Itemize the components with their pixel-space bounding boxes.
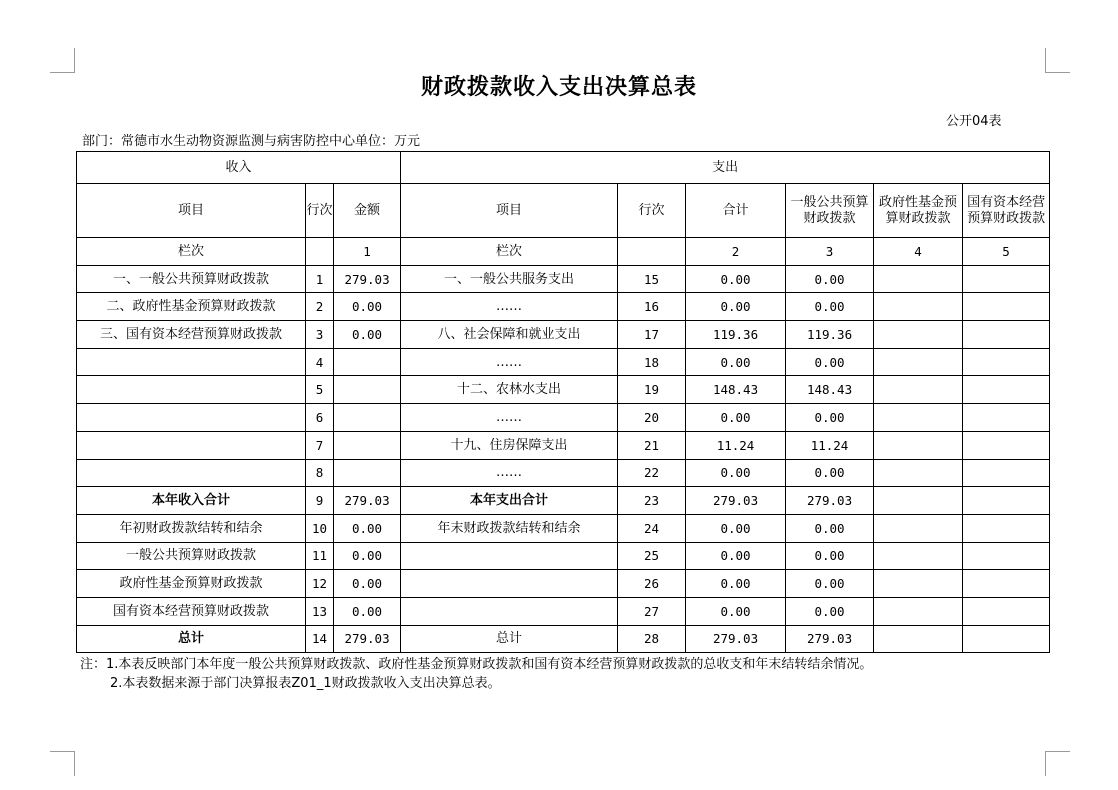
header-row-column-numbers [77, 238, 1050, 266]
income-amount-cell [334, 376, 401, 404]
expense-item-cell: 年末财政拨款结转和结余 [401, 514, 618, 542]
department-unit-line: 部门：常德市水生动物资源监测与病害防控中心单位：万元 [82, 134, 421, 149]
state-capital-cell [963, 376, 1050, 404]
income-amount-cell: 279.03 [334, 265, 401, 293]
income-line-cell: 1 [306, 265, 334, 293]
expense-line-cell: 25 [618, 542, 686, 570]
expense-total-cell: 0.00 [686, 348, 786, 376]
income-item-cell: 二、政府性基金预算财政拨款 [77, 293, 306, 321]
expense-line-cell: 27 [618, 597, 686, 625]
expense-item-cell: 十九、住房保障支出 [401, 431, 618, 459]
expense-total-cell: 0.00 [686, 514, 786, 542]
state-capital-cell [963, 348, 1050, 376]
expense-item-cell [401, 597, 618, 625]
fund-budget-cell [874, 597, 963, 625]
expense-line-cell: 19 [618, 376, 686, 404]
expense-total-cell: 279.03 [686, 625, 786, 653]
expense-item-cell: 十二、农林水支出 [401, 376, 618, 404]
table-row [77, 431, 1050, 459]
table-row [77, 404, 1050, 432]
col-fund-budget: 政府性基金预算财政拨款 [874, 184, 963, 238]
fund-budget-cell [874, 570, 963, 598]
income-amount-cell: 0.00 [334, 542, 401, 570]
income-amount-cell [334, 431, 401, 459]
general-budget-cell: 0.00 [786, 597, 874, 625]
expense-line-cell: 16 [618, 293, 686, 321]
table-row [77, 487, 1050, 515]
form-number: 公开04表 [946, 114, 1002, 129]
fund-budget-cell [874, 348, 963, 376]
state-capital-cell [963, 570, 1050, 598]
expense-line-cell: 17 [618, 321, 686, 349]
income-line-cell: 3 [306, 321, 334, 349]
col-number-5: 5 [963, 238, 1050, 266]
income-amount-cell: 0.00 [334, 597, 401, 625]
expense-total-cell: 279.03 [686, 487, 786, 515]
expense-total-cell: 0.00 [686, 404, 786, 432]
state-capital-cell [963, 459, 1050, 487]
general-budget-cell: 0.00 [786, 542, 874, 570]
table-row [77, 542, 1050, 570]
income-line-cell: 9 [306, 487, 334, 515]
income-line-cell: 5 [306, 376, 334, 404]
income-item-cell [77, 404, 306, 432]
general-budget-cell: 279.03 [786, 487, 874, 515]
crop-mark-bottom-left [50, 751, 75, 776]
general-budget-cell: 119.36 [786, 321, 874, 349]
state-capital-cell [963, 404, 1050, 432]
col-state-capital-budget: 国有资本经营预算财政拨款 [963, 184, 1050, 238]
expense-line-cell: 26 [618, 570, 686, 598]
expense-total-cell: 0.00 [686, 293, 786, 321]
row-label-income: 栏次 [77, 238, 306, 266]
income-amount-cell [334, 459, 401, 487]
state-capital-cell [963, 597, 1050, 625]
income-amount-cell: 279.03 [334, 625, 401, 653]
expense-item-cell: …… [401, 459, 618, 487]
fund-budget-cell [874, 542, 963, 570]
income-line-cell: 13 [306, 597, 334, 625]
table-row [77, 321, 1050, 349]
income-amount-cell: 0.00 [334, 570, 401, 598]
income-item-cell: 国有资本经营预算财政拨款 [77, 597, 306, 625]
income-line-cell: 7 [306, 431, 334, 459]
fund-budget-cell [874, 487, 963, 515]
state-capital-cell [963, 625, 1050, 653]
note-line-1: 注：1.本表反映部门本年度一般公共预算财政拨款、政府性基金预算财政拨款和国有资本经营预算财政拨款的总收支和年末结转结余情况。 [80, 657, 873, 672]
expense-total-cell: 148.43 [686, 376, 786, 404]
table-row [77, 459, 1050, 487]
general-budget-cell: 0.00 [786, 293, 874, 321]
table-row [77, 514, 1050, 542]
row-label-expense: 栏次 [401, 238, 618, 266]
expense-line-cell: 20 [618, 404, 686, 432]
header-row-columns [77, 184, 1050, 238]
income-item-cell [77, 459, 306, 487]
general-budget-cell: 0.00 [786, 348, 874, 376]
income-item-cell [77, 431, 306, 459]
fund-budget-cell [874, 321, 963, 349]
expense-line-cell: 15 [618, 265, 686, 293]
expense-total-cell: 0.00 [686, 459, 786, 487]
table-row [77, 265, 1050, 293]
income-item-cell: 三、国有资本经营预算财政拨款 [77, 321, 306, 349]
general-budget-cell: 0.00 [786, 570, 874, 598]
table-row [77, 376, 1050, 404]
col-income-line: 行次 [306, 184, 334, 238]
table-row [77, 293, 1050, 321]
income-item-cell: 本年收入合计 [77, 487, 306, 515]
income-item-cell: 总计 [77, 625, 306, 653]
fund-budget-cell [874, 431, 963, 459]
col-general-budget: 一般公共预算财政拨款 [786, 184, 874, 238]
expense-total-cell: 11.24 [686, 431, 786, 459]
expense-line-cell: 22 [618, 459, 686, 487]
state-capital-cell [963, 487, 1050, 515]
expense-header: 支出 [401, 152, 1050, 184]
table-notes [80, 655, 872, 693]
expense-item-cell [401, 542, 618, 570]
income-line-cell: 10 [306, 514, 334, 542]
header-row-sections [77, 152, 1050, 184]
income-amount-cell: 0.00 [334, 293, 401, 321]
income-item-cell: 年初财政拨款结转和结余 [77, 514, 306, 542]
table-row [77, 597, 1050, 625]
income-item-cell [77, 376, 306, 404]
income-item-cell: 政府性基金预算财政拨款 [77, 570, 306, 598]
expense-line-cell: 23 [618, 487, 686, 515]
income-amount-cell: 279.03 [334, 487, 401, 515]
budget-summary-table [76, 151, 1050, 653]
income-line-cell: 2 [306, 293, 334, 321]
expense-total-cell: 0.00 [686, 597, 786, 625]
expense-total-cell: 119.36 [686, 321, 786, 349]
general-budget-cell: 11.24 [786, 431, 874, 459]
state-capital-cell [963, 293, 1050, 321]
col-number-1: 1 [334, 238, 401, 266]
state-capital-cell [963, 542, 1050, 570]
expense-line-cell: 24 [618, 514, 686, 542]
col-expense-line: 行次 [618, 184, 686, 238]
expense-item-cell [401, 570, 618, 598]
income-item-cell: 一般公共预算财政拨款 [77, 542, 306, 570]
income-line-cell: 14 [306, 625, 334, 653]
fund-budget-cell [874, 265, 963, 293]
fund-budget-cell [874, 514, 963, 542]
income-item-cell: 一、一般公共预算财政拨款 [77, 265, 306, 293]
income-line-cell: 12 [306, 570, 334, 598]
expense-item-cell: …… [401, 293, 618, 321]
state-capital-cell [963, 265, 1050, 293]
income-line-cell: 8 [306, 459, 334, 487]
expense-item-cell: 八、社会保障和就业支出 [401, 321, 618, 349]
state-capital-cell [963, 321, 1050, 349]
expense-line-cell: 21 [618, 431, 686, 459]
expense-total-cell: 0.00 [686, 265, 786, 293]
col-number-3: 3 [786, 238, 874, 266]
note-line-2: 2.本表数据来源于部门决算报表Z01_1财政拨款收入支出决算总表。 [110, 676, 501, 691]
document-title: 财政拨款收入支出决算总表 [420, 74, 697, 100]
fund-budget-cell [874, 459, 963, 487]
general-budget-cell: 0.00 [786, 404, 874, 432]
income-item-cell [77, 348, 306, 376]
general-budget-cell: 0.00 [786, 514, 874, 542]
expense-line-cell: 28 [618, 625, 686, 653]
fund-budget-cell [874, 625, 963, 653]
table-row [77, 348, 1050, 376]
fund-budget-cell [874, 404, 963, 432]
general-budget-cell: 148.43 [786, 376, 874, 404]
income-line-cell: 4 [306, 348, 334, 376]
table-row [77, 625, 1050, 653]
expense-item-cell: …… [401, 348, 618, 376]
col-expense-item: 项目 [401, 184, 618, 238]
general-budget-cell: 0.00 [786, 265, 874, 293]
col-expense-total: 合计 [686, 184, 786, 238]
income-amount-cell [334, 404, 401, 432]
general-budget-cell: 0.00 [786, 459, 874, 487]
expense-total-cell: 0.00 [686, 570, 786, 598]
income-header: 收入 [77, 152, 401, 184]
expense-item-cell: …… [401, 404, 618, 432]
income-amount-cell [334, 348, 401, 376]
table-row [77, 570, 1050, 598]
expense-line-cell: 18 [618, 348, 686, 376]
state-capital-cell [963, 514, 1050, 542]
fund-budget-cell [874, 376, 963, 404]
income-line-cell: 6 [306, 404, 334, 432]
expense-item-cell: 总计 [401, 625, 618, 653]
col-income-amount: 金额 [334, 184, 401, 238]
state-capital-cell [963, 431, 1050, 459]
col-number-4: 4 [874, 238, 963, 266]
expense-total-cell: 0.00 [686, 542, 786, 570]
col-income-item: 项目 [77, 184, 306, 238]
expense-item-cell: 一、一般公共服务支出 [401, 265, 618, 293]
crop-mark-bottom-right [1045, 751, 1070, 776]
expense-item-cell: 本年支出合计 [401, 487, 618, 515]
income-line-cell: 11 [306, 542, 334, 570]
col-number-2: 2 [686, 238, 786, 266]
income-amount-cell: 0.00 [334, 514, 401, 542]
fund-budget-cell [874, 293, 963, 321]
income-amount-cell: 0.00 [334, 321, 401, 349]
general-budget-cell: 279.03 [786, 625, 874, 653]
